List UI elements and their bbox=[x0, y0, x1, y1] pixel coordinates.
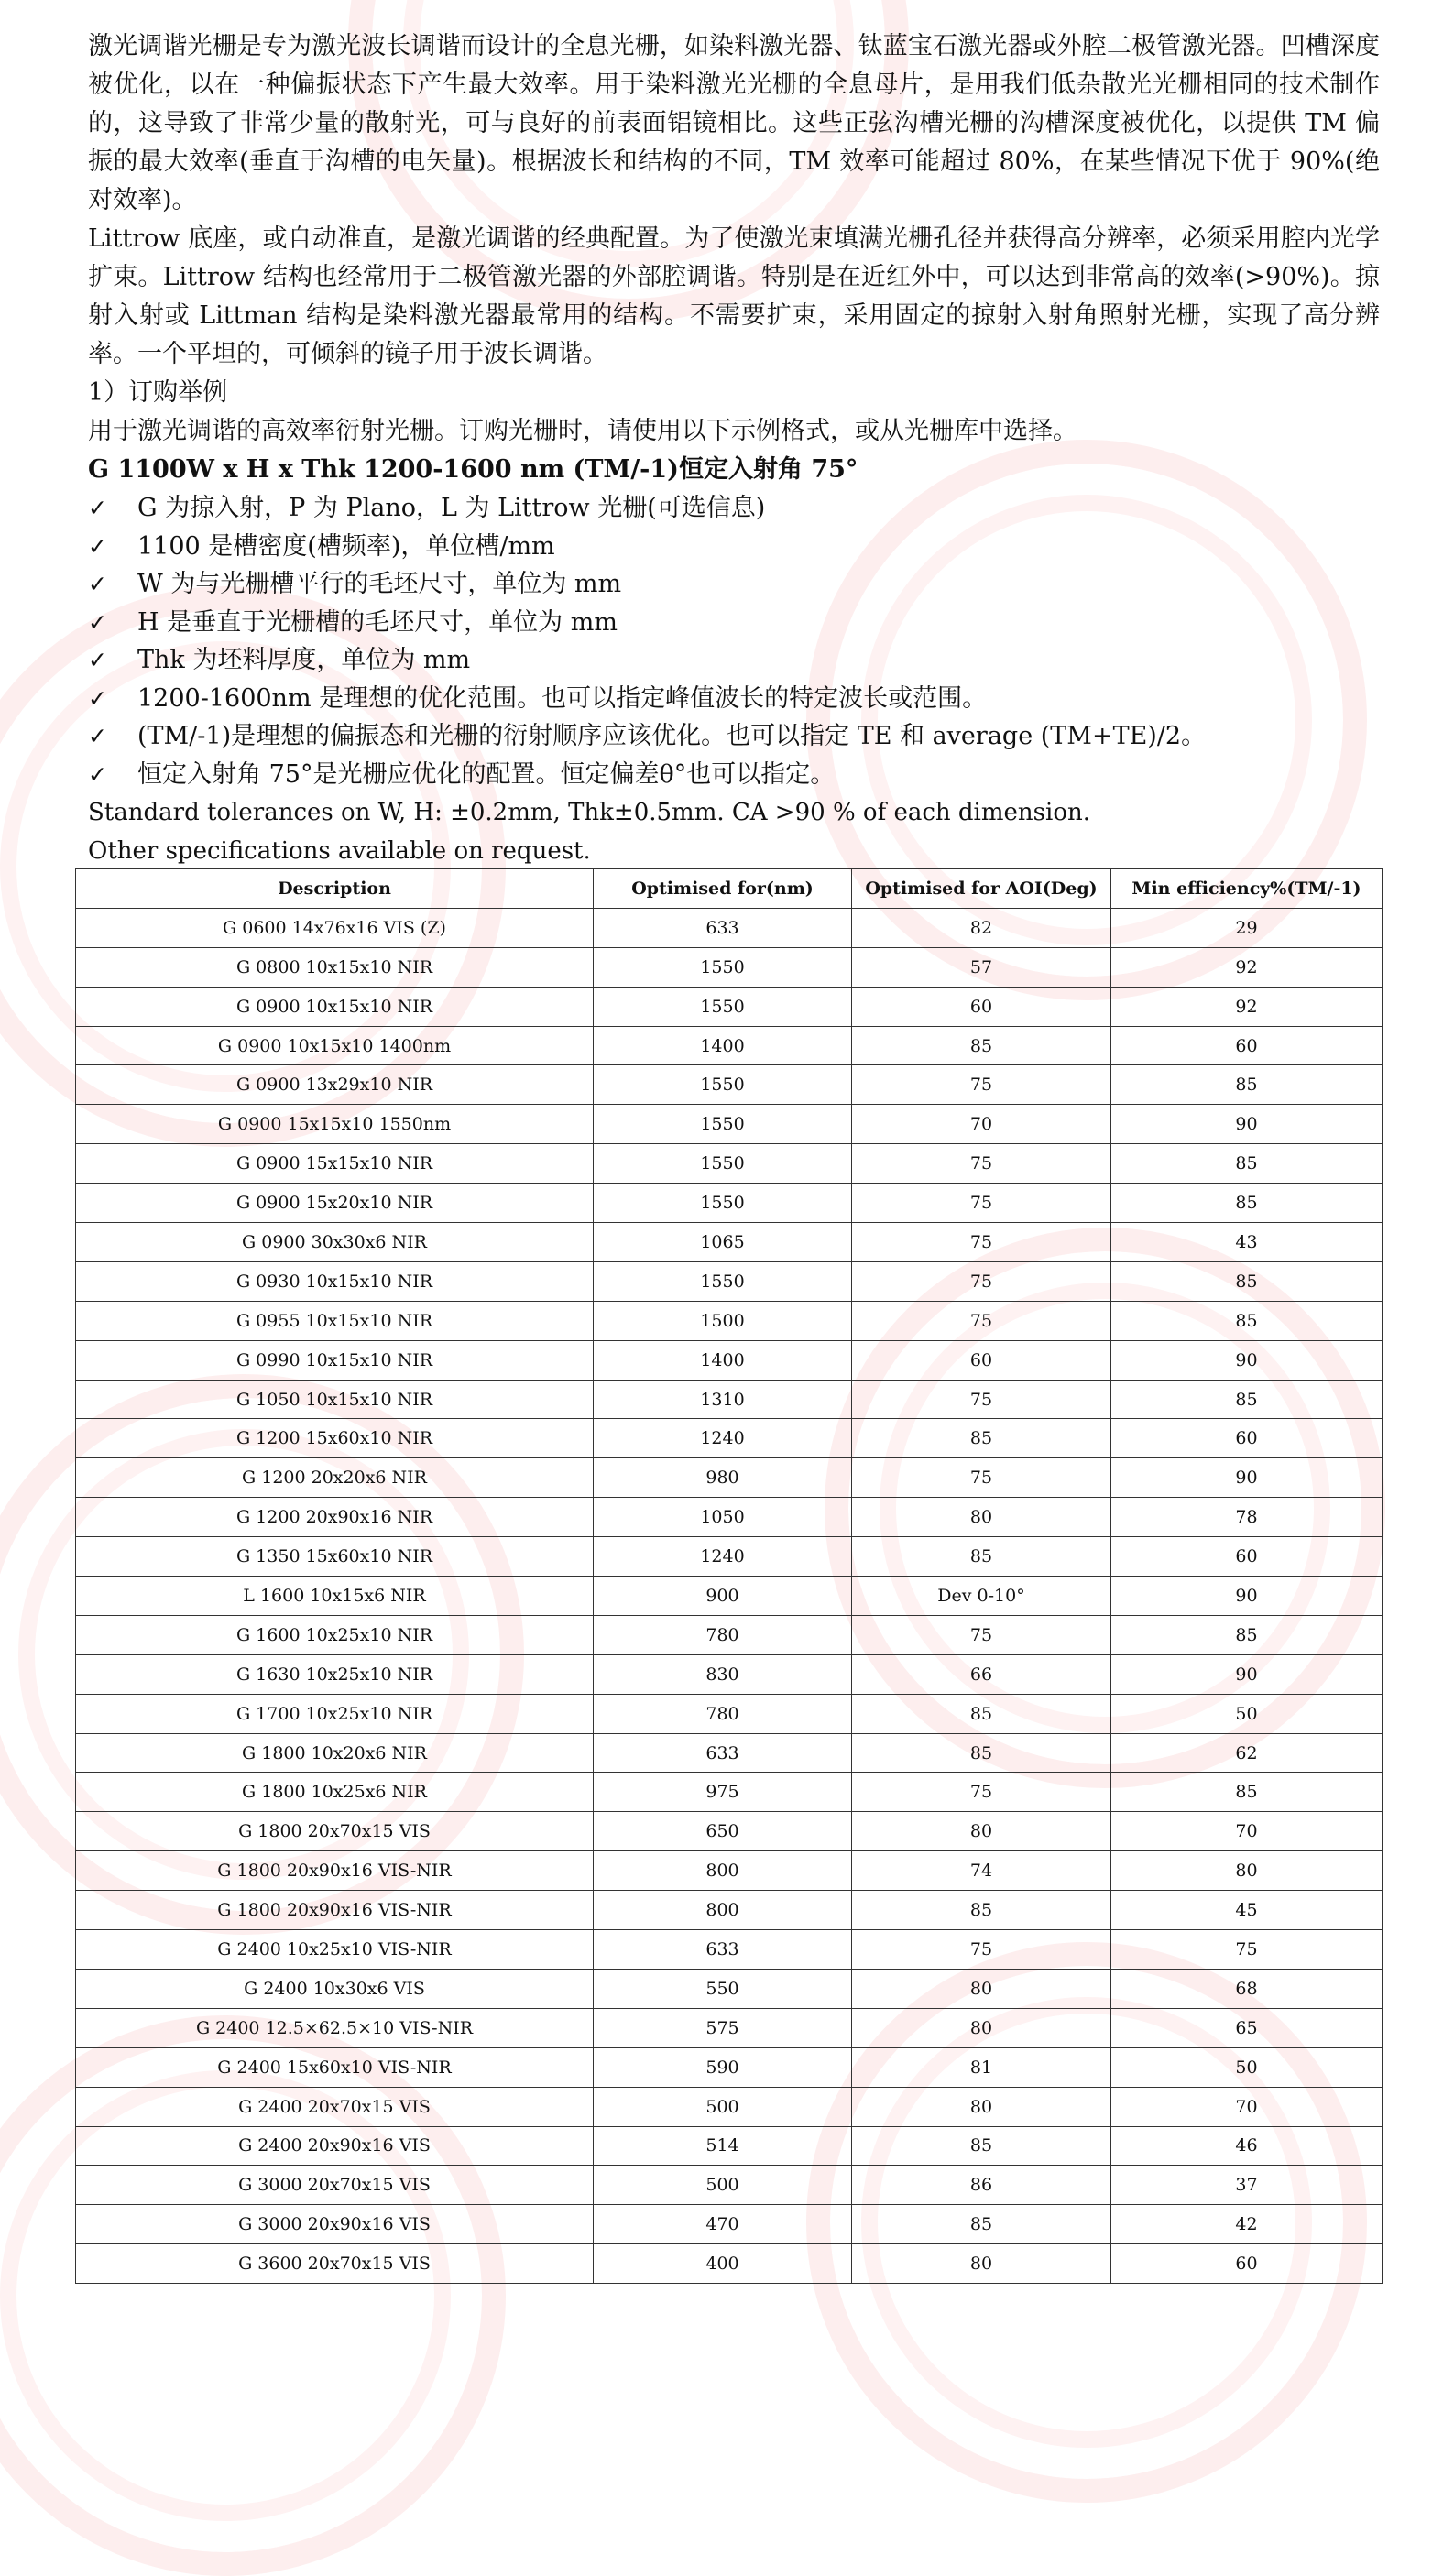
cell-min-efficiency: 90 bbox=[1111, 1340, 1383, 1380]
other-specs-text: Other specifications available on request. bbox=[88, 837, 591, 865]
cell-optimised-aoi: 70 bbox=[852, 1105, 1111, 1144]
cell-optimised-aoi: 60 bbox=[852, 987, 1111, 1026]
cell-min-efficiency: 85 bbox=[1111, 1301, 1383, 1340]
cell-min-efficiency: 85 bbox=[1111, 1144, 1383, 1184]
table-row bbox=[76, 1340, 1383, 1380]
table-row bbox=[76, 1654, 1383, 1694]
table-row bbox=[76, 2205, 1383, 2244]
cell-optimised-wavelength: 900 bbox=[594, 1577, 852, 1616]
cell-min-efficiency: 75 bbox=[1111, 1930, 1383, 1970]
table-row bbox=[76, 1615, 1383, 1654]
cell-min-efficiency: 68 bbox=[1111, 1969, 1383, 2008]
table-row bbox=[76, 1851, 1383, 1891]
cell-optimised-aoi: 85 bbox=[852, 2126, 1111, 2166]
cell-min-efficiency: 85 bbox=[1111, 1065, 1383, 1105]
table-row bbox=[76, 908, 1383, 947]
cell-optimised-aoi: 85 bbox=[852, 1537, 1111, 1577]
cell-optimised-wavelength: 400 bbox=[594, 2244, 852, 2284]
cell-min-efficiency: 85 bbox=[1111, 1615, 1383, 1654]
cell-description: G 1800 20x70x15 VIS bbox=[76, 1812, 594, 1851]
cell-optimised-aoi: 75 bbox=[852, 1380, 1111, 1419]
cell-min-efficiency: 62 bbox=[1111, 1733, 1383, 1773]
table-row bbox=[76, 1969, 1383, 2008]
table-row bbox=[76, 1184, 1383, 1223]
cell-optimised-wavelength: 800 bbox=[594, 1891, 852, 1930]
header-optimised-wavelength: Optimised for(nm) bbox=[594, 869, 852, 909]
cell-description: G 0990 10x15x10 NIR bbox=[76, 1340, 594, 1380]
check-icon: ✓ bbox=[88, 647, 107, 673]
order-format: G 1100W x H x Thk 1200-1600 nm (TM/-1)恒定入射角 75° bbox=[88, 455, 858, 484]
check-icon: ✓ bbox=[88, 532, 107, 560]
cell-description: G 0900 15x15x10 1550nm bbox=[76, 1105, 594, 1144]
cell-min-efficiency: 29 bbox=[1111, 908, 1383, 947]
cell-optimised-aoi: 80 bbox=[852, 2244, 1111, 2284]
cell-optimised-aoi: Dev 0-10° bbox=[852, 1577, 1111, 1616]
cell-optimised-wavelength: 1550 bbox=[594, 987, 852, 1026]
cell-description: L 1600 10x15x6 NIR bbox=[76, 1577, 594, 1616]
checklist-item-text: 恒定入射角 75°是光栅应优化的配置。恒定偏差θ°也可以指定。 bbox=[137, 759, 836, 789]
cell-optimised-aoi: 60 bbox=[852, 1340, 1111, 1380]
cell-optimised-aoi: 75 bbox=[852, 1930, 1111, 1970]
cell-description: G 0900 30x30x6 NIR bbox=[76, 1223, 594, 1262]
table-row bbox=[76, 947, 1383, 987]
cell-description: G 0600 14x76x16 VIS (Z) bbox=[76, 908, 594, 947]
cell-optimised-aoi: 80 bbox=[852, 1498, 1111, 1537]
table-row bbox=[76, 1144, 1383, 1184]
cell-optimised-wavelength: 1550 bbox=[594, 947, 852, 987]
littrow-paragraph: Littrow 底座，或自动准直，是激光调谐的经典配置。为了使激光束填满光栅孔径并获得高分辨率，必须采用腔内光学扩束。Littrow 结构也经常用于二极管激光器的外部腔调谐。特别是在近红外中，可以达到非常高的效率(>90%)。掠射入射或 Littman 结构是染料激光器最常用的结构。不需要扩束，采用固定的掠射入射角照射光栅，实现了高分辨率。一个平坦的，可倾斜的镜子用于波长调谐。 bbox=[88, 224, 1380, 368]
cell-optimised-wavelength: 1310 bbox=[594, 1380, 852, 1419]
table-body bbox=[76, 908, 1383, 2283]
cell-optimised-wavelength: 780 bbox=[594, 1615, 852, 1654]
cell-optimised-aoi: 85 bbox=[852, 1026, 1111, 1065]
cell-optimised-aoi: 85 bbox=[852, 1733, 1111, 1773]
cell-min-efficiency: 60 bbox=[1111, 1419, 1383, 1458]
cell-min-efficiency: 90 bbox=[1111, 1105, 1383, 1144]
table-row bbox=[76, 1380, 1383, 1419]
cell-optimised-wavelength: 800 bbox=[594, 1851, 852, 1891]
cell-optimised-aoi: 85 bbox=[852, 2205, 1111, 2244]
table-row bbox=[76, 1301, 1383, 1340]
cell-description: G 1350 15x60x10 NIR bbox=[76, 1537, 594, 1577]
cell-min-efficiency: 46 bbox=[1111, 2126, 1383, 2166]
cell-optimised-aoi: 80 bbox=[852, 1812, 1111, 1851]
cell-optimised-wavelength: 650 bbox=[594, 1812, 852, 1851]
cell-min-efficiency: 70 bbox=[1111, 1812, 1383, 1851]
cell-min-efficiency: 60 bbox=[1111, 1537, 1383, 1577]
check-icon: ✓ bbox=[88, 608, 107, 636]
check-icon: ✓ bbox=[88, 495, 107, 521]
table-row bbox=[76, 1498, 1383, 1537]
cell-optimised-wavelength: 633 bbox=[594, 1733, 852, 1773]
checklist-item-text: W 为与光栅槽平行的毛坯尺寸，单位为 mm bbox=[137, 570, 622, 598]
cell-min-efficiency: 42 bbox=[1111, 2205, 1383, 2244]
check-icon: ✓ bbox=[88, 571, 107, 597]
cell-description: G 2400 12.5×62.5×10 VIS-NIR bbox=[76, 2008, 594, 2047]
table-row bbox=[76, 987, 1383, 1026]
tolerances-text: Standard tolerances on W, H: ±0.2mm, Thk±0.5mm. CA >90 % of each dimension. bbox=[88, 799, 1090, 826]
checklist-item-text: 1200-1600nm 是理想的优化范围。也可以指定峰值波长的特定波长或范围。 bbox=[137, 683, 988, 713]
checklist-item bbox=[88, 717, 1380, 756]
cell-optimised-wavelength: 500 bbox=[594, 2166, 852, 2205]
cell-description: G 2400 10x25x10 VIS-NIR bbox=[76, 1930, 594, 1970]
table-row bbox=[76, 1223, 1383, 1262]
cell-optimised-wavelength: 1550 bbox=[594, 1184, 852, 1223]
cell-description: G 2400 20x90x16 VIS bbox=[76, 2126, 594, 2166]
cell-min-efficiency: 45 bbox=[1111, 1891, 1383, 1930]
cell-min-efficiency: 90 bbox=[1111, 1458, 1383, 1498]
cell-description: G 1800 20x90x16 VIS-NIR bbox=[76, 1851, 594, 1891]
cell-min-efficiency: 85 bbox=[1111, 1773, 1383, 1812]
check-icon: ✓ bbox=[88, 760, 107, 788]
cell-min-efficiency: 92 bbox=[1111, 947, 1383, 987]
cell-optimised-wavelength: 1400 bbox=[594, 1026, 852, 1065]
cell-optimised-aoi: 75 bbox=[852, 1223, 1111, 1262]
cell-optimised-aoi: 75 bbox=[852, 1458, 1111, 1498]
cell-description: G 1200 15x60x10 NIR bbox=[76, 1419, 594, 1458]
cell-optimised-aoi: 57 bbox=[852, 947, 1111, 987]
check-icon: ✓ bbox=[88, 723, 107, 749]
cell-min-efficiency: 90 bbox=[1111, 1577, 1383, 1616]
cell-description: G 0900 15x20x10 NIR bbox=[76, 1184, 594, 1223]
cell-description: G 1700 10x25x10 NIR bbox=[76, 1694, 594, 1733]
cell-optimised-wavelength: 975 bbox=[594, 1773, 852, 1812]
cell-min-efficiency: 92 bbox=[1111, 987, 1383, 1026]
checklist-item bbox=[88, 489, 1380, 528]
cell-min-efficiency: 65 bbox=[1111, 2008, 1383, 2047]
cell-optimised-aoi: 75 bbox=[852, 1184, 1111, 1223]
cell-optimised-wavelength: 1240 bbox=[594, 1419, 852, 1458]
checklist-item bbox=[88, 680, 1380, 718]
cell-description: G 1800 10x25x6 NIR bbox=[76, 1773, 594, 1812]
cell-optimised-aoi: 80 bbox=[852, 2087, 1111, 2126]
cell-optimised-wavelength: 633 bbox=[594, 1930, 852, 1970]
cell-optimised-aoi: 80 bbox=[852, 2008, 1111, 2047]
cell-min-efficiency: 85 bbox=[1111, 1380, 1383, 1419]
cell-min-efficiency: 90 bbox=[1111, 1654, 1383, 1694]
table-row bbox=[76, 1065, 1383, 1105]
cell-description: G 1800 20x90x16 VIS-NIR bbox=[76, 1891, 594, 1930]
table-header-row bbox=[76, 869, 1383, 909]
section-heading: 1）订购举例 bbox=[88, 378, 228, 407]
cell-description: G 0930 10x15x10 NIR bbox=[76, 1261, 594, 1301]
cell-description: G 0800 10x15x10 NIR bbox=[76, 947, 594, 987]
cell-optimised-wavelength: 1400 bbox=[594, 1340, 852, 1380]
cell-optimised-aoi: 66 bbox=[852, 1654, 1111, 1694]
grating-spec-table bbox=[75, 868, 1383, 2284]
table-row bbox=[76, 2166, 1383, 2205]
cell-optimised-aoi: 75 bbox=[852, 1144, 1111, 1184]
cell-min-efficiency: 43 bbox=[1111, 1223, 1383, 1262]
checklist-item-text: (TM/-1)是理想的偏振态和光栅的衍射顺序应该优化。也可以指定 TE 和 average (TM+TE)/2。 bbox=[137, 722, 1207, 750]
cell-min-efficiency: 85 bbox=[1111, 1261, 1383, 1301]
cell-optimised-aoi: 75 bbox=[852, 1301, 1111, 1340]
table-row bbox=[76, 1733, 1383, 1773]
cell-optimised-aoi: 75 bbox=[852, 1261, 1111, 1301]
cell-description: G 2400 20x70x15 VIS bbox=[76, 2087, 594, 2126]
table-row bbox=[76, 1812, 1383, 1851]
cell-optimised-aoi: 75 bbox=[852, 1065, 1111, 1105]
cell-description: G 3000 20x70x15 VIS bbox=[76, 2166, 594, 2205]
cell-optimised-aoi: 81 bbox=[852, 2047, 1111, 2087]
cell-optimised-wavelength: 1050 bbox=[594, 1498, 852, 1537]
cell-min-efficiency: 80 bbox=[1111, 1851, 1383, 1891]
cell-optimised-aoi: 85 bbox=[852, 1891, 1111, 1930]
header-min-efficiency: Min efficiency%(TM/-1) bbox=[1111, 869, 1383, 909]
cell-description: G 3600 20x70x15 VIS bbox=[76, 2244, 594, 2284]
cell-optimised-wavelength: 830 bbox=[594, 1654, 852, 1694]
cell-min-efficiency: 50 bbox=[1111, 1694, 1383, 1733]
cell-optimised-wavelength: 1065 bbox=[594, 1223, 852, 1262]
cell-optimised-aoi: 75 bbox=[852, 1773, 1111, 1812]
cell-optimised-wavelength: 1550 bbox=[594, 1105, 852, 1144]
cell-optimised-wavelength: 590 bbox=[594, 2047, 852, 2087]
cell-min-efficiency: 37 bbox=[1111, 2166, 1383, 2205]
table-row bbox=[76, 2244, 1383, 2284]
cell-description: G 2400 15x60x10 VIS-NIR bbox=[76, 2047, 594, 2087]
cell-description: G 1050 10x15x10 NIR bbox=[76, 1380, 594, 1419]
cell-description: G 2400 10x30x6 VIS bbox=[76, 1969, 594, 2008]
cell-optimised-aoi: 86 bbox=[852, 2166, 1111, 2205]
cell-optimised-aoi: 85 bbox=[852, 1419, 1111, 1458]
table-row bbox=[76, 1694, 1383, 1733]
cell-description: G 0900 10x15x10 NIR bbox=[76, 987, 594, 1026]
cell-optimised-wavelength: 780 bbox=[594, 1694, 852, 1733]
cell-min-efficiency: 85 bbox=[1111, 1184, 1383, 1223]
cell-min-efficiency: 60 bbox=[1111, 1026, 1383, 1065]
checklist-item-text: G 为掠入射，P 为 Plano，L 为 Littrow 光栅(可选信息) bbox=[137, 494, 766, 522]
table-row bbox=[76, 1773, 1383, 1812]
header-optimised-aoi: Optimised for AOI(Deg) bbox=[852, 869, 1111, 909]
table-row bbox=[76, 1458, 1383, 1498]
table-row bbox=[76, 2126, 1383, 2166]
cell-optimised-wavelength: 1550 bbox=[594, 1144, 852, 1184]
table-row bbox=[76, 2008, 1383, 2047]
cell-min-efficiency: 60 bbox=[1111, 2244, 1383, 2284]
table-row bbox=[76, 1261, 1383, 1301]
header-description: Description bbox=[76, 869, 594, 909]
cell-optimised-aoi: 80 bbox=[852, 1969, 1111, 2008]
cell-optimised-wavelength: 633 bbox=[594, 908, 852, 947]
cell-description: G 0900 13x29x10 NIR bbox=[76, 1065, 594, 1105]
cell-description: G 0900 10x15x10 1400nm bbox=[76, 1026, 594, 1065]
cell-optimised-aoi: 82 bbox=[852, 908, 1111, 947]
cell-description: G 1800 10x20x6 NIR bbox=[76, 1733, 594, 1773]
cell-optimised-wavelength: 1240 bbox=[594, 1537, 852, 1577]
cell-optimised-wavelength: 470 bbox=[594, 2205, 852, 2244]
cell-optimised-wavelength: 1550 bbox=[594, 1261, 852, 1301]
order-intro: 用于激光调谐的高效率衍射光栅。订购光栅时，请使用以下示例格式，或从光栅库中选择。 bbox=[88, 417, 1077, 445]
cell-min-efficiency: 78 bbox=[1111, 1498, 1383, 1537]
cell-optimised-wavelength: 500 bbox=[594, 2087, 852, 2126]
document-body bbox=[88, 27, 1380, 870]
cell-optimised-wavelength: 1550 bbox=[594, 1065, 852, 1105]
cell-optimised-aoi: 75 bbox=[852, 1615, 1111, 1654]
cell-optimised-wavelength: 514 bbox=[594, 2126, 852, 2166]
table-row bbox=[76, 1537, 1383, 1577]
cell-optimised-aoi: 74 bbox=[852, 1851, 1111, 1891]
checklist-item-text: 1100 是槽密度(槽频率)，单位槽/mm bbox=[137, 531, 555, 561]
table-row bbox=[76, 1891, 1383, 1930]
cell-description: G 0900 15x15x10 NIR bbox=[76, 1144, 594, 1184]
cell-optimised-wavelength: 550 bbox=[594, 1969, 852, 2008]
table-row bbox=[76, 2047, 1383, 2087]
cell-optimised-aoi: 85 bbox=[852, 1694, 1111, 1733]
intro-paragraph: 激光调谐光栅是专为激光波长调谐而设计的全息光栅，如染料激光器、钛蓝宝石激光器或外腔二极管激光器。凹槽深度被优化，以在一种偏振状态下产生最大效率。用于染料激光光栅的全息母片，是用我们低杂散光光栅相同的技术制作的，这导致了非常少量的散射光，可与良好的前表面铝镜相比。这些正弦沟槽光栅的沟槽深度被优化，以提供 TM 偏振的最大效率(垂直于沟槽的电矢量)。根据波长和结构的不同，TM 效率可能超过 80%，在某些情况下优于 90%(绝对效率)。 bbox=[88, 32, 1380, 214]
cell-min-efficiency: 70 bbox=[1111, 2087, 1383, 2126]
table-row bbox=[76, 1577, 1383, 1616]
cell-description: G 1200 20x90x16 NIR bbox=[76, 1498, 594, 1537]
check-icon: ✓ bbox=[88, 684, 107, 712]
table-row bbox=[76, 1930, 1383, 1970]
cell-description: G 1600 10x25x10 NIR bbox=[76, 1615, 594, 1654]
cell-optimised-wavelength: 980 bbox=[594, 1458, 852, 1498]
checklist-item bbox=[88, 641, 1380, 680]
checklist-item bbox=[88, 565, 1380, 604]
checklist-item bbox=[88, 604, 1380, 642]
cell-description: G 3000 20x90x16 VIS bbox=[76, 2205, 594, 2244]
cell-description: G 0955 10x15x10 NIR bbox=[76, 1301, 594, 1340]
cell-optimised-wavelength: 575 bbox=[594, 2008, 852, 2047]
checklist bbox=[88, 489, 1380, 793]
cell-min-efficiency: 50 bbox=[1111, 2047, 1383, 2087]
table-row bbox=[76, 1105, 1383, 1144]
checklist-item bbox=[88, 756, 1380, 794]
checklist-item-text: Thk 为坯料厚度，单位为 mm bbox=[137, 646, 471, 674]
table-row bbox=[76, 2087, 1383, 2126]
table-row bbox=[76, 1419, 1383, 1458]
cell-optimised-wavelength: 1500 bbox=[594, 1301, 852, 1340]
table-row bbox=[76, 1026, 1383, 1065]
checklist-item-text: H 是垂直于光栅槽的毛坯尺寸，单位为 mm bbox=[137, 607, 618, 637]
cell-description: G 1200 20x20x6 NIR bbox=[76, 1458, 594, 1498]
cell-description: G 1630 10x25x10 NIR bbox=[76, 1654, 594, 1694]
checklist-item bbox=[88, 528, 1380, 566]
